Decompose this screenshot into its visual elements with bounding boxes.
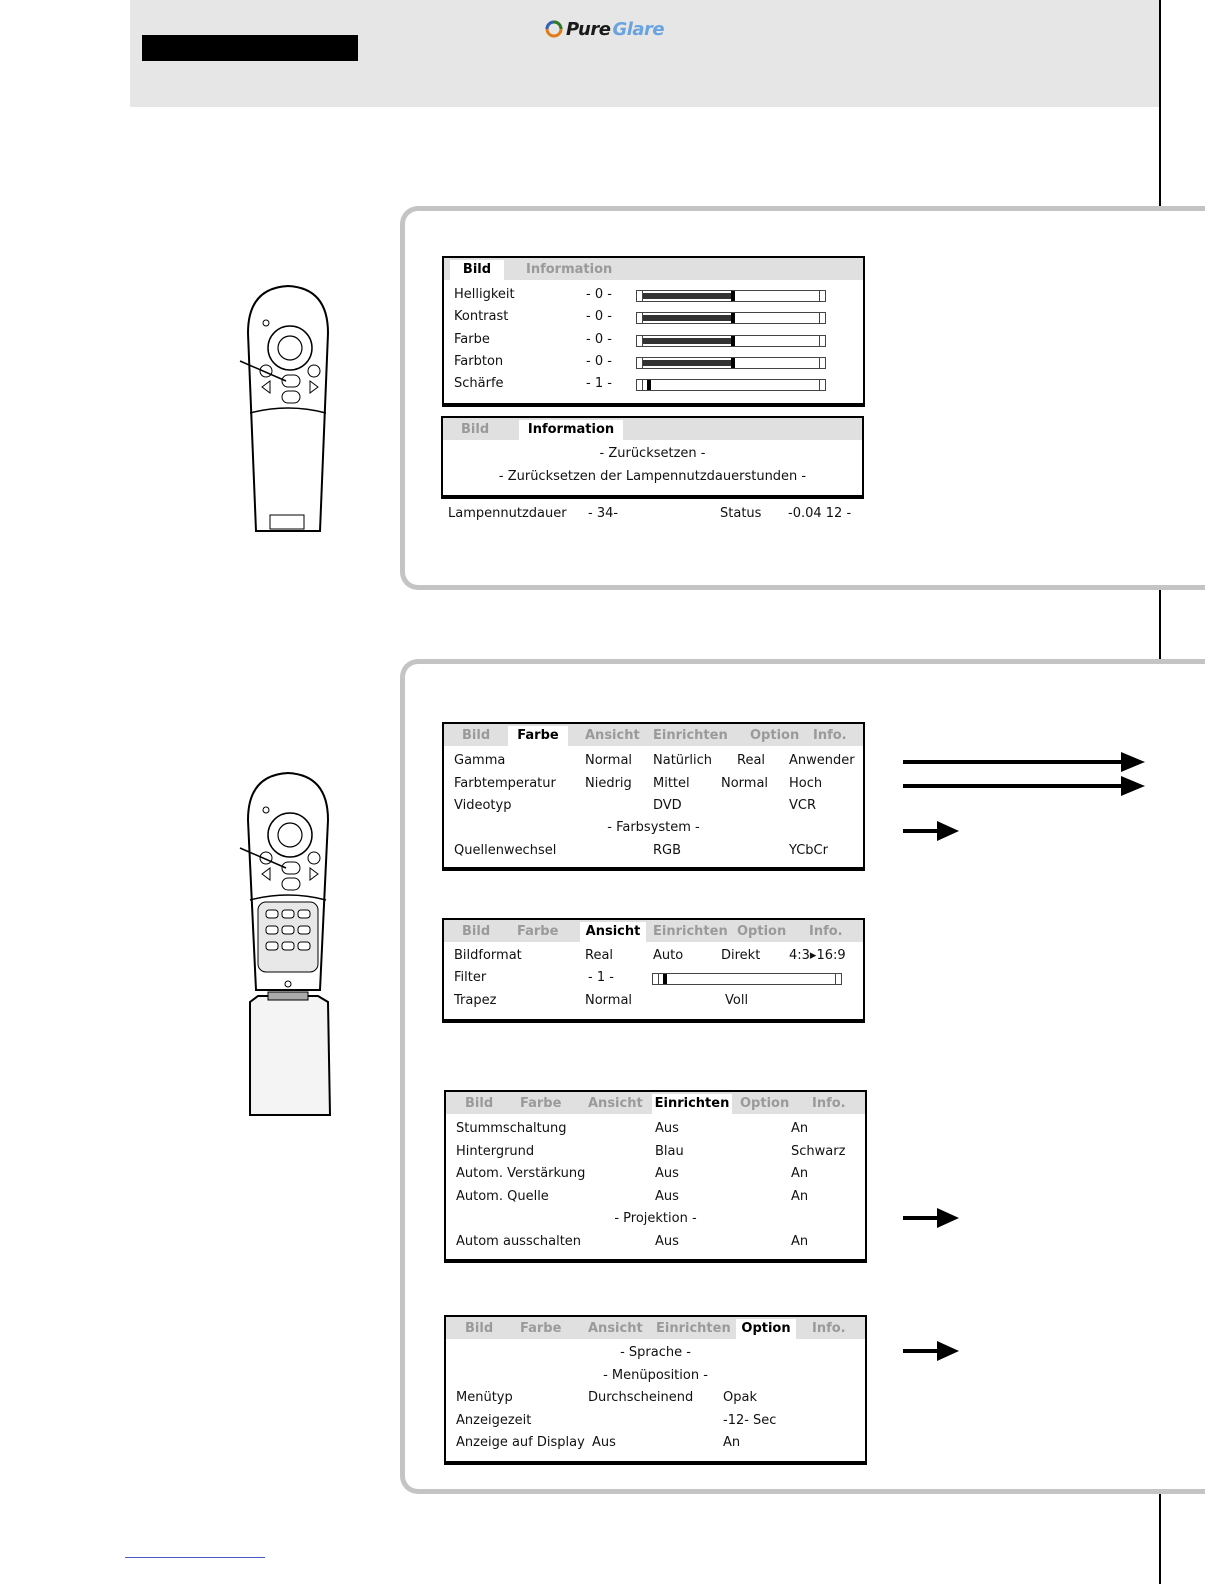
row-label: Autom. Verstärkung	[456, 1166, 586, 1181]
tab-ansicht[interactable]: Ansicht	[588, 1096, 643, 1111]
anzeige-display-row[interactable]	[446, 1433, 865, 1453]
remote-control-open-icon	[238, 770, 336, 1120]
stummschaltung-row[interactable]	[446, 1119, 865, 1139]
option[interactable]: Voll	[725, 993, 749, 1008]
row-label: Menütyp	[456, 1390, 513, 1405]
row-label: Bildformat	[454, 948, 522, 963]
remote-control-icon	[238, 283, 336, 535]
option[interactable]: Natürlich	[653, 753, 712, 768]
row-label: Filter	[454, 970, 487, 985]
option[interactable]: Anwender	[789, 753, 855, 768]
option[interactable]: Aus	[655, 1234, 679, 1249]
kontrast-row[interactable]	[444, 307, 863, 327]
tab-farbe[interactable]: Farbe	[508, 726, 568, 746]
filter-row[interactable]	[444, 968, 863, 988]
section-title-bar	[142, 35, 358, 61]
ansicht-osd-menu	[442, 918, 865, 1023]
tab-bild[interactable]: Bild	[462, 924, 491, 939]
tab-information[interactable]: Information	[519, 420, 623, 440]
option-osd-menu	[444, 1315, 867, 1465]
bild-osd-menu	[442, 256, 865, 407]
hintergrund-row[interactable]	[446, 1142, 865, 1162]
row-label: Anzeige auf Display	[456, 1435, 585, 1450]
osd-tab-bar	[444, 258, 863, 280]
anzeigezeit-row[interactable]	[446, 1411, 865, 1431]
row-label: Anzeigezeit	[456, 1413, 532, 1428]
row-label: Videotyp	[454, 798, 512, 813]
tab-bild[interactable]: Bild	[450, 260, 504, 280]
tab-bild[interactable]: Bild	[462, 728, 491, 743]
autom-quelle-row[interactable]	[446, 1187, 865, 1207]
option[interactable]: 4:3▸16:9	[789, 948, 846, 963]
helligkeit-slider[interactable]	[636, 290, 826, 302]
farbton-slider[interactable]	[636, 357, 826, 369]
tab-einrichten[interactable]: Einrichten	[653, 728, 728, 743]
option[interactable]: Aus	[655, 1121, 679, 1136]
page-header	[130, 0, 1160, 107]
quellenwechsel-row[interactable]	[444, 841, 863, 861]
reset-lamp-label: - Zurücksetzen der Lampennutzdauerstunden -	[498, 469, 807, 484]
tab-option[interactable]: Option	[750, 728, 800, 743]
option[interactable]: Aus	[655, 1189, 679, 1204]
option[interactable]: Durchscheinend	[588, 1390, 694, 1405]
row-label: Trapez	[454, 993, 497, 1008]
option[interactable]: VCR	[789, 798, 817, 813]
menuposition-label: - Menüposition -	[603, 1368, 708, 1383]
row-value: - 0 -	[586, 354, 612, 369]
einrichten-osd-menu	[444, 1090, 867, 1263]
row-label: Autom ausschalten	[456, 1234, 582, 1249]
videotyp-row[interactable]	[444, 796, 863, 816]
option[interactable]: An	[791, 1189, 809, 1204]
farbsystem-label: - Farbsystem -	[607, 820, 700, 835]
option[interactable]: Opak	[723, 1390, 757, 1405]
osd-tab-bar	[444, 920, 863, 942]
tab-information[interactable]: Information	[526, 262, 613, 277]
reset-row[interactable]	[443, 444, 862, 464]
option[interactable]: Blau	[655, 1144, 684, 1159]
row-label: Gamma	[454, 753, 506, 768]
option[interactable]: RGB	[653, 843, 682, 858]
tab-bild[interactable]: Bild	[465, 1321, 494, 1336]
arrow-right-icon	[903, 819, 961, 843]
reset-lamp-row[interactable]	[443, 467, 862, 487]
trapez-row[interactable]	[444, 991, 863, 1011]
row-label: Hintergrund	[456, 1144, 535, 1159]
option[interactable]: An	[791, 1121, 809, 1136]
tab-ansicht[interactable]: Ansicht	[585, 728, 640, 743]
sprache-label: - Sprache -	[620, 1345, 691, 1360]
option[interactable]: An	[791, 1166, 809, 1181]
tab-bild[interactable]: Bild	[461, 422, 490, 437]
option[interactable]: YCbCr	[789, 843, 828, 858]
projektion-label: - Projektion -	[614, 1211, 697, 1226]
farbton-row[interactable]	[444, 352, 863, 372]
row-value: - 0 -	[586, 332, 612, 347]
row-label: Schärfe	[454, 376, 504, 391]
reset-label: - Zurücksetzen -	[599, 446, 706, 461]
row-value: - 1 -	[586, 376, 612, 391]
schaerfe-row[interactable]	[444, 374, 863, 394]
osd-tab-bar	[446, 1317, 865, 1339]
sprache-row[interactable]	[446, 1343, 865, 1363]
farbe-slider[interactable]	[636, 335, 826, 347]
helligkeit-row[interactable]	[444, 285, 863, 305]
kontrast-slider[interactable]	[636, 312, 826, 324]
option[interactable]: Direkt	[721, 948, 761, 963]
row-label: Kontrast	[454, 309, 509, 324]
option[interactable]: Hoch	[789, 776, 823, 791]
status-value: -0.04 12 -	[788, 506, 852, 521]
arrow-right-icon	[903, 1339, 961, 1363]
tab-info[interactable]: Info.	[812, 1321, 846, 1336]
osd-tab-bar	[446, 1092, 865, 1114]
tab-farbe[interactable]: Farbe	[520, 1096, 562, 1111]
logo-glare-text: Glare	[612, 18, 665, 40]
autom-verstaerkung-row[interactable]	[446, 1164, 865, 1184]
tab-option[interactable]: Option	[736, 1319, 796, 1339]
row-label: Autom. Quelle	[456, 1189, 549, 1204]
farbsystem-row[interactable]	[444, 818, 863, 838]
tab-bild[interactable]: Bild	[465, 1096, 494, 1111]
tab-einrichten[interactable]: Einrichten	[656, 1321, 731, 1336]
tab-info[interactable]: Info.	[813, 728, 847, 743]
footer-link-underline	[125, 1557, 265, 1558]
pureglare-logo-icon	[544, 19, 564, 39]
row-label: Farbton	[454, 354, 504, 369]
row-value: - 0 -	[586, 287, 612, 302]
row-label: Helligkeit	[454, 287, 515, 302]
osd-tab-bar	[444, 724, 863, 746]
option[interactable]: An	[791, 1234, 809, 1249]
option[interactable]: Aus	[655, 1166, 679, 1181]
arrow-right-icon	[903, 1206, 961, 1230]
tab-ansicht[interactable]: Ansicht	[580, 922, 646, 942]
bildformat-row[interactable]	[444, 946, 863, 966]
option[interactable]: Aus	[592, 1435, 616, 1450]
option[interactable]: Auto	[653, 948, 684, 963]
tab-farbe[interactable]: Farbe	[520, 1321, 562, 1336]
status-label: Status	[720, 506, 762, 521]
row-label: Farbe	[454, 332, 490, 347]
farbe-osd-menu	[442, 722, 865, 871]
pureglare-logo	[544, 15, 674, 43]
option[interactable]: Normal	[585, 993, 633, 1008]
tab-einrichten[interactable]: Einrichten	[652, 1094, 732, 1114]
gamma-row[interactable]	[444, 751, 863, 771]
option[interactable]: Mittel	[653, 776, 690, 791]
farbtemperatur-row[interactable]	[444, 774, 863, 794]
option[interactable]: An	[723, 1435, 741, 1450]
information-osd-menu	[441, 416, 864, 499]
osd-tab-bar	[443, 418, 862, 440]
row-value: - 0 -	[586, 309, 612, 324]
row-label: Farbtemperatur	[454, 776, 556, 791]
filter-slider[interactable]	[652, 973, 842, 985]
tab-info[interactable]: Info.	[809, 924, 843, 939]
lamp-hours-label: Lampennutzdauer	[448, 506, 567, 521]
lamp-hours-value: - 34-	[588, 506, 619, 521]
option[interactable]: Normal	[585, 753, 633, 768]
row-value: - 1 -	[588, 970, 614, 985]
farbe-row[interactable]	[444, 330, 863, 350]
option[interactable]: Schwarz	[791, 1144, 846, 1159]
menuposition-row[interactable]	[446, 1366, 865, 1386]
tab-ansicht[interactable]: Ansicht	[588, 1321, 643, 1336]
tab-option[interactable]: Option	[740, 1096, 790, 1111]
menutyp-row[interactable]	[446, 1388, 865, 1408]
option[interactable]: Normal	[721, 776, 769, 791]
tab-info[interactable]: Info.	[812, 1096, 846, 1111]
tab-farbe[interactable]: Farbe	[517, 924, 559, 939]
logo-pure-text: Pure	[566, 18, 611, 40]
option[interactable]: Real	[585, 948, 614, 963]
row-label: Quellenwechsel	[454, 843, 557, 858]
projektion-row[interactable]	[446, 1209, 865, 1229]
row-label: Stummschaltung	[456, 1121, 567, 1136]
tab-einrichten[interactable]: Einrichten	[653, 924, 728, 939]
tab-option[interactable]: Option	[737, 924, 787, 939]
schaerfe-slider[interactable]	[636, 379, 826, 391]
arrow-long-icon	[903, 750, 1148, 800]
row-value: -12- Sec	[723, 1413, 777, 1428]
option[interactable]: Real	[737, 753, 766, 768]
autom-ausschalten-row[interactable]	[446, 1232, 865, 1252]
option[interactable]: DVD	[653, 798, 682, 813]
option[interactable]: Niedrig	[585, 776, 632, 791]
